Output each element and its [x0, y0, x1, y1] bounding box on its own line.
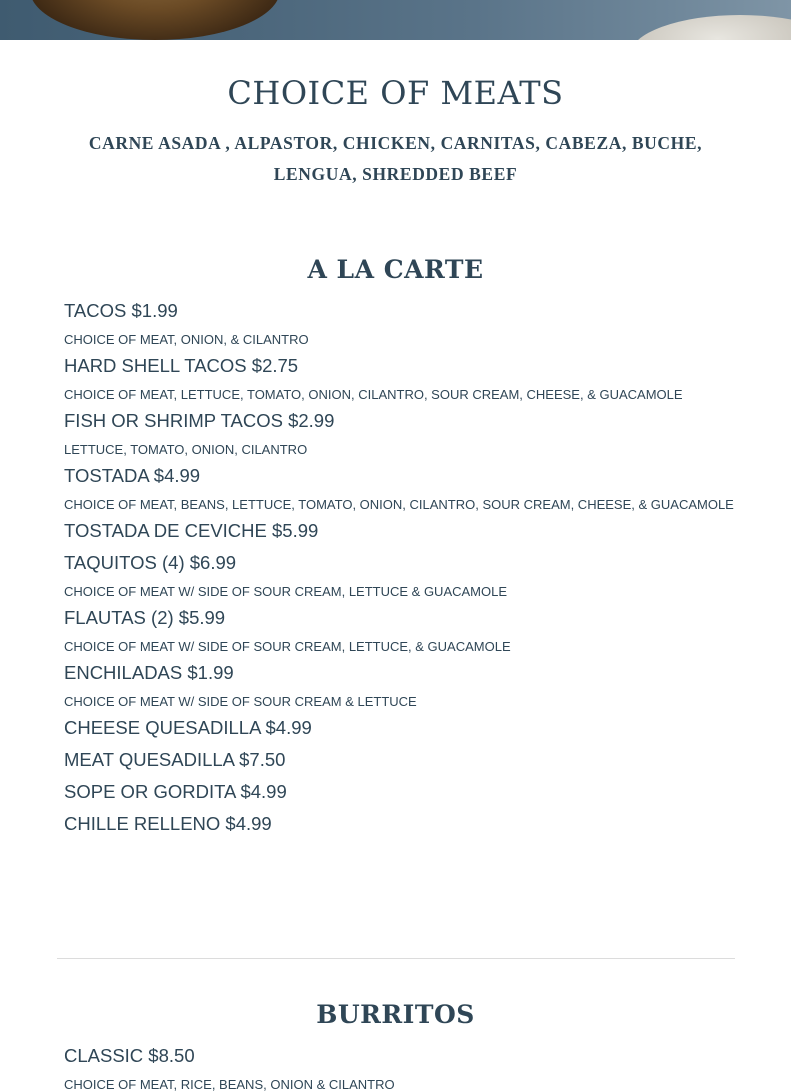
menu-item-name: TOSTADA DE CEVICHE $5.99 — [64, 520, 319, 541]
section-divider — [57, 958, 735, 959]
burritos-menu — [64, 1044, 734, 1092]
menu-item — [64, 812, 734, 836]
plate-image — [630, 15, 791, 40]
menu-item-name: CHEESE QUESADILLA $4.99 — [64, 717, 312, 738]
menu-item-name: TAQUITOS (4) $6.99 — [64, 552, 237, 573]
menu-item-name: CHILLE RELLENO $4.99 — [64, 813, 272, 834]
menu-item — [64, 409, 734, 458]
choice-of-meats-title: CHOICE OF MEATS — [227, 74, 564, 112]
menu-item-description: CHOICE OF MEAT W/ SIDE OF SOUR CREAM, LETTUCE & GUACAMOLE — [64, 584, 508, 599]
a-la-carte-title: A LA CARTE — [307, 255, 484, 284]
menu-item-description: CHOICE OF MEAT, ONION, & CILANTRO — [64, 332, 309, 347]
menu-item-name: TOSTADA $4.99 — [64, 465, 201, 486]
hero-image-strip — [0, 0, 791, 40]
burritos-title: BURRITOS — [316, 1000, 475, 1029]
menu-item — [64, 606, 734, 655]
menu-item — [64, 780, 734, 804]
menu-item — [64, 1044, 734, 1092]
choice-of-meats-list: CARNE ASADA , ALPASTOR, CHICKEN, CARNITAS, CABEZA, BUCHE, LENGUA, SHREDDED BEEF — [88, 133, 703, 184]
menu-item-name: MEAT QUESADILLA $7.50 — [64, 749, 286, 770]
menu-item — [64, 354, 734, 403]
menu-item-description: CHOICE OF MEAT, BEANS, LETTUCE, TOMATO, ONION, CILANTRO, SOUR CREAM, CHEESE, & GUACAMOLE — [64, 497, 734, 512]
menu-item-description: LETTUCE, TOMATO, ONION, CILANTRO — [64, 442, 308, 457]
menu-item — [64, 464, 734, 513]
menu-item-name: CLASSIC $8.50 — [64, 1045, 195, 1066]
menu-item-description: CHOICE OF MEAT, LETTUCE, TOMATO, ONION, CILANTRO, SOUR CREAM, CHEESE, & GUACAMOLE — [64, 387, 683, 402]
menu-item — [64, 299, 734, 348]
menu-item-description: CHOICE OF MEAT, RICE, BEANS, ONION & CILANTRO — [64, 1077, 395, 1092]
food-bowl-image — [30, 0, 280, 40]
menu-item — [64, 716, 734, 740]
menu-item-name: FISH OR SHRIMP TACOS $2.99 — [64, 410, 335, 431]
menu-item-description: CHOICE OF MEAT W/ SIDE OF SOUR CREAM, LETTUCE, & GUACAMOLE — [64, 639, 511, 654]
menu-item — [64, 519, 734, 543]
menu-item-name: SOPE OR GORDITA $4.99 — [64, 781, 287, 802]
menu-item-description: CHOICE OF MEAT W/ SIDE OF SOUR CREAM & LETTUCE — [64, 694, 417, 709]
menu-item-name: TACOS $1.99 — [64, 300, 178, 321]
menu-item-name: FLAUTAS (2) $5.99 — [64, 607, 226, 628]
a-la-carte-menu — [64, 299, 734, 844]
menu-item — [64, 748, 734, 772]
menu-item-name: HARD SHELL TACOS $2.75 — [64, 355, 299, 376]
menu-item — [64, 551, 734, 600]
menu-item — [64, 661, 734, 710]
menu-item-name: ENCHILADAS $1.99 — [64, 662, 234, 683]
